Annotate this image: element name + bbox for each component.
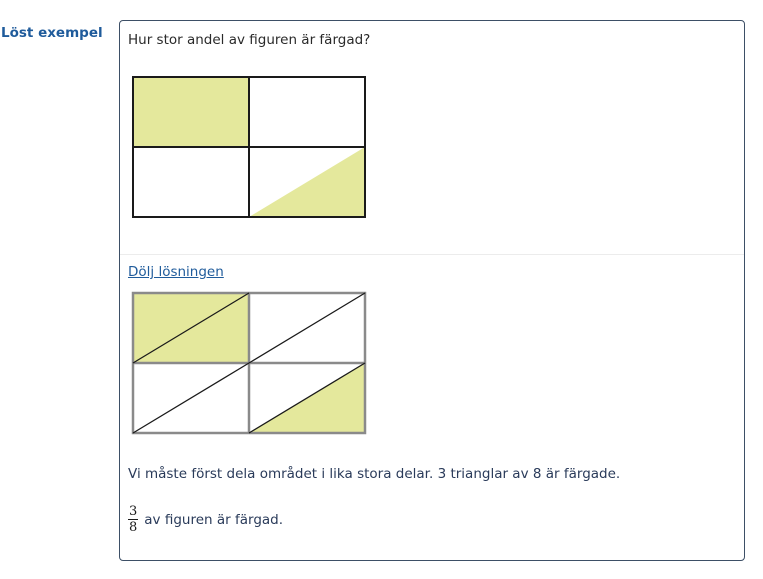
hide-solution-link[interactable]: Dölj lösningen [128, 264, 224, 280]
answer-fraction [128, 504, 138, 535]
section-divider [120, 254, 744, 255]
shaded-triangle-bottom-right [249, 147, 365, 217]
answer [128, 504, 283, 535]
question-text: Hur stor andel av figuren är färgad? [128, 32, 371, 48]
solution-figure [131, 291, 369, 437]
solution-text: Vi måste först dela området i lika stora delar. 3 trianglar av 8 är färgade. [128, 466, 621, 482]
answer-text: av figuren är färgad. [144, 511, 284, 528]
fraction-denominator: 8 [129, 520, 138, 535]
question-figure [131, 75, 369, 221]
fraction-numerator: 3 [129, 504, 138, 519]
shaded-cell-top-left [133, 77, 249, 147]
diagonal-bottom-left [133, 363, 249, 433]
diagonal-top-right [249, 293, 365, 363]
example-card [119, 20, 745, 561]
solved-example-label: Löst exempel [1, 25, 103, 41]
